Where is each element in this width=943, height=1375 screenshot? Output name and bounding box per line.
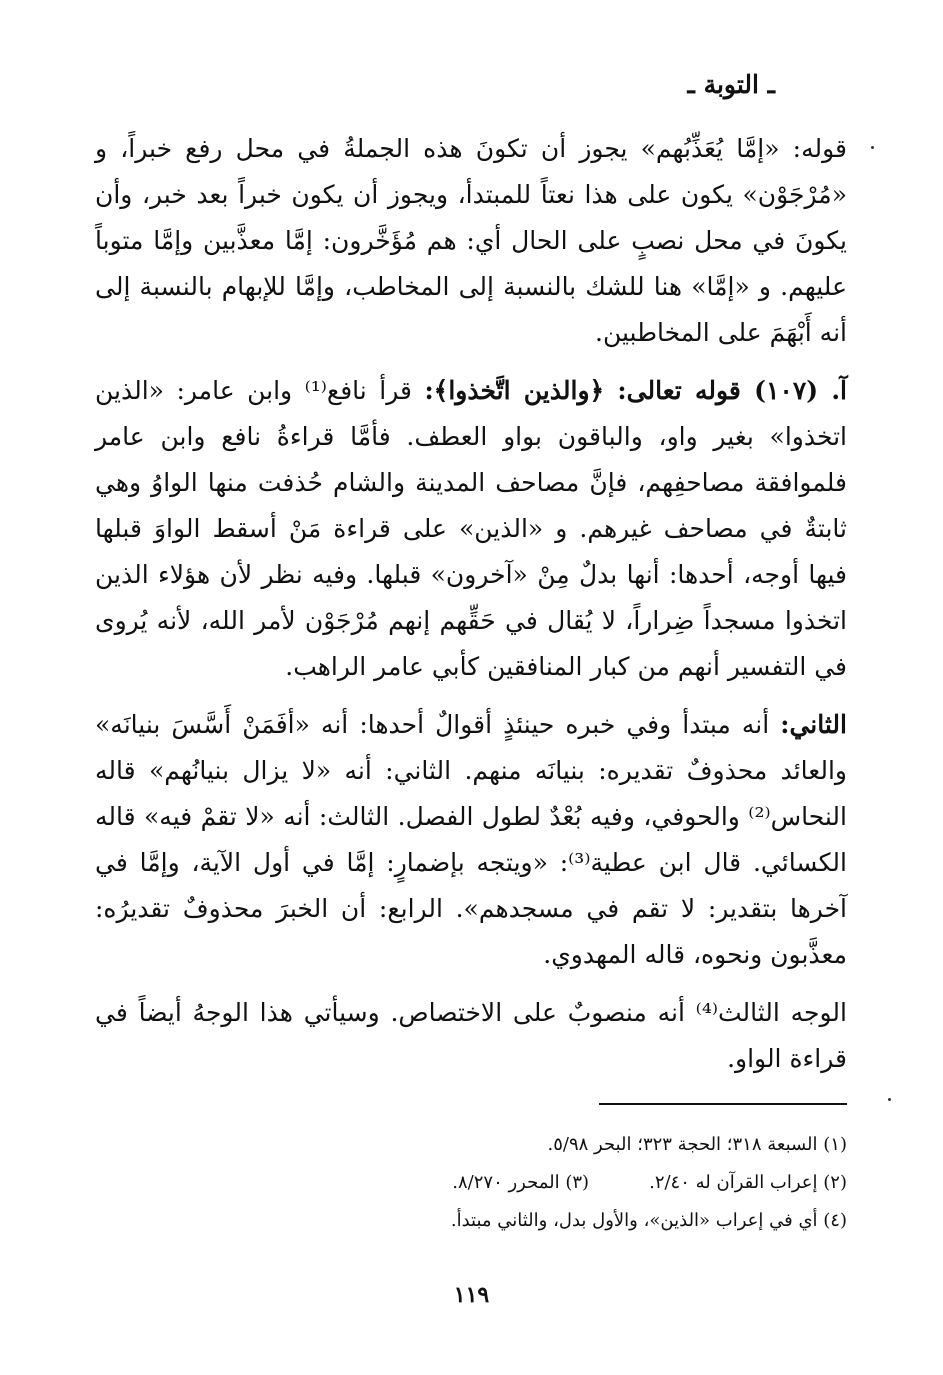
main-text (95, 126, 847, 1082)
footnote-2: (٢) إعراب القرآن له ٢/٤٠. (649, 1172, 847, 1193)
paragraph-2 (95, 368, 847, 690)
paragraph-1-text: قوله: «إمَّا يُعَذِّبُهم» يجوز أن تكونَ هذه الجملةُ في محل رفع خبراً، و «مُرْجَوْن» يكون على هذا نعتاً للمبتدأ، ويجوز أن يكون خبراً بعد خبر، وأن يكونَ في محل نصبٍ على الحال أي: هم مُؤَخَّرون: إمَّا معذَّبين وإمَّا متوباً عليهم. و «إمَّا» هنا للشك بالنسبة إلى المخاطب، وإمَّا للإبهام بالنسبة إلى أنه أَبْهَمَ على المخاطبين. (95, 134, 847, 347)
paragraph-3-lead: الثاني: (780, 710, 847, 739)
paragraph-4 (95, 990, 847, 1082)
footnote-3: (٣) المحرر ٨/٢٧٠. (452, 1172, 590, 1193)
paragraph-2-text: قرأ نافع⁽¹⁾ وابن عامر: «الذين اتخذوا» بغير واو، والباقون بواو العطف. فأمَّا قراءةُ نافع وابن عامر فلموافقة مصاحفِهم، فإنَّ مصاحف المدينة والشام حُذفت منها الواوُ وهي ثابتةٌ في مصاحف غيرهم. و «الذين» على قراءة مَنْ أسقط الواوَ قبلها فيها أوجه، أحدها: أنها بدلٌ مِنْ «آخرون» قبلها. وفيه نظر لأن هؤلاء الذين اتخذوا مسجداً ضِراراً، لا يُقال في حَقِّهم إنهم مُرْجَوْن لأمر الله، لأنه يُروى في التفسير أنهم من كبار المنافقين كأبي عامر الراهب. (95, 376, 847, 681)
footnote-row-2 (95, 1166, 847, 1200)
footnote-row-3 (95, 1204, 847, 1238)
footnote-4: (٤) أي في إعراب «الذين»، والأول بدل، والثاني مبتدأ. (450, 1210, 847, 1231)
scan-speck (871, 146, 874, 149)
scan-speck (888, 1098, 891, 1101)
paragraph-4-text: الوجه الثالث⁽⁴⁾ أنه منصوبٌ على الاختصاص. وسيأتي هذا الوجهُ أيضاً في قراءة الواو. (95, 998, 847, 1073)
running-header: ـ التوبة ـ (687, 70, 775, 99)
footnote-divider (599, 1103, 847, 1105)
footnote-1: (١) السبعة ٣١٨؛ الحجة ٣٢٣؛ البحر ٥/٩٨. (547, 1134, 847, 1155)
verse-heading: آ. (١٠٧) قوله تعالى: ﴿والذين اتَّخذوا﴾: (424, 376, 847, 405)
footnote-row-1 (95, 1128, 847, 1162)
paragraph-3 (95, 702, 847, 978)
footnotes (95, 1128, 847, 1238)
page-number: ١١٩ (453, 1282, 490, 1308)
paragraph-1 (95, 126, 847, 356)
paragraph-3-text: أنه مبتدأ وفي خبره حينئذٍ أقوالٌ أحدها: أنه «أفَمَنْ أَسَّسَ بنيانَه» والعائد محذوفٌ تقديره: بنيانَه منهم. الثاني: أنه «لا يزال بنيانُهم» قاله النحاس⁽²⁾ والحوفي، وفيه بُعْدٌ لطول الفصل. الثالث: أنه «لا تقمْ فيه» قاله الكسائي. قال ابن عطية⁽³⁾: «ويتجه بإضمارٍ: إمَّا في أول الآية، وإمَّا في آخرها بتقدير: لا تقم في مسجدهم». الرابع: أن الخبرَ محذوفٌ تقديرُه: معذَّبون ونحوه، قاله المهدوي. (95, 710, 847, 969)
